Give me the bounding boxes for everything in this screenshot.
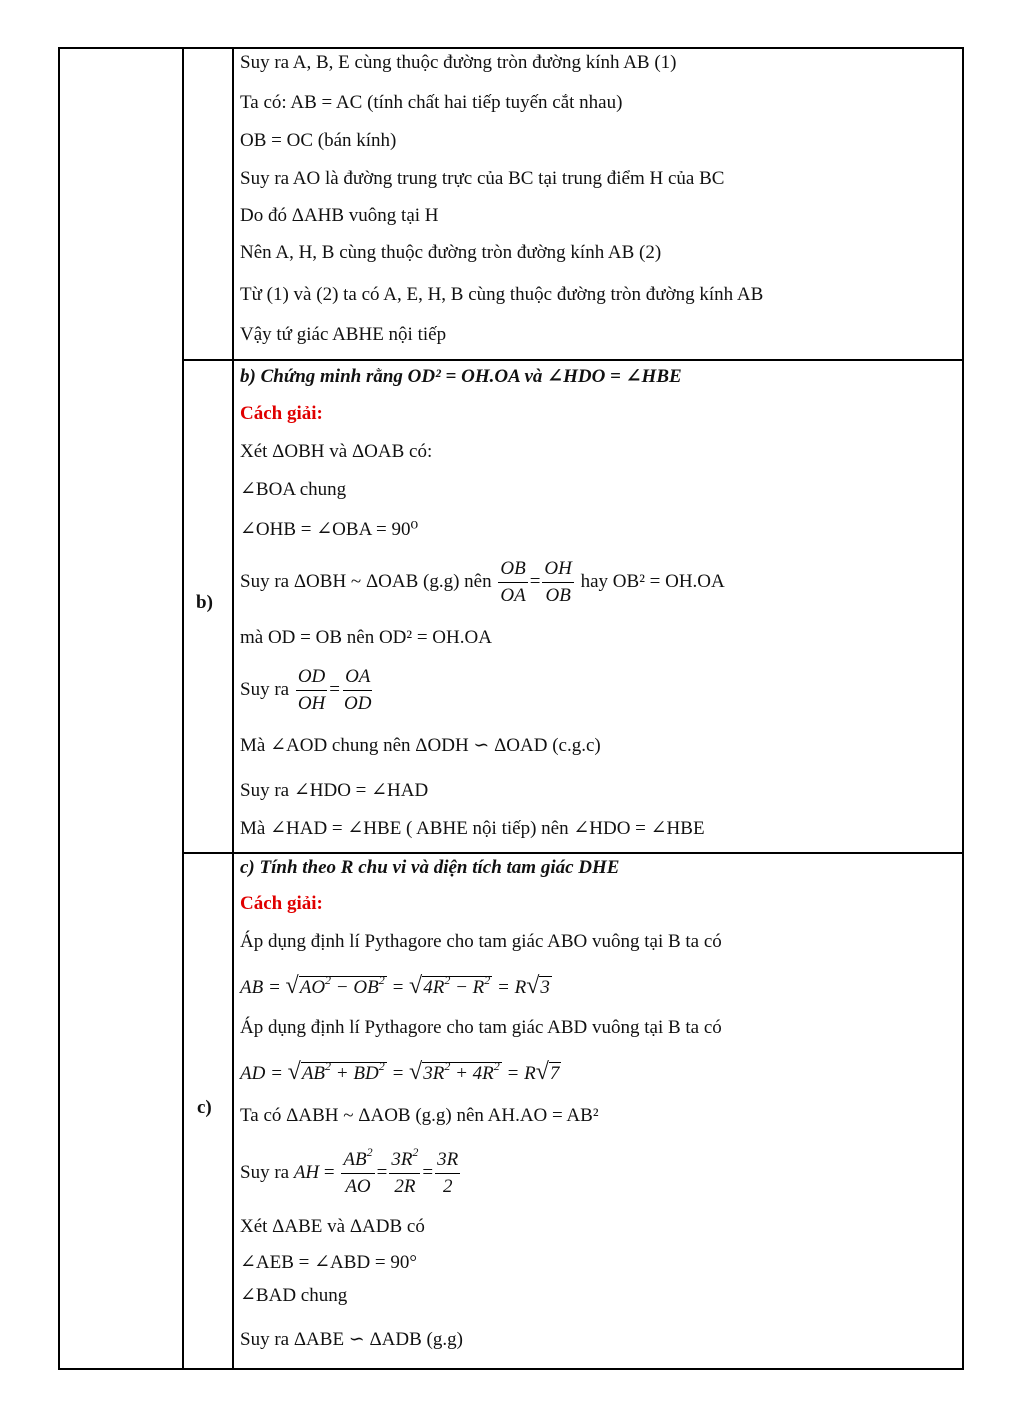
part-a-line-6: Nên A, H, B cùng thuộc đường tròn đường kính AB (2) [240, 242, 662, 263]
part-c-line-6-lead: Suy ra [240, 1161, 290, 1183]
fraction-ob-oa: $\frac{OB}{OA}$ [500, 558, 526, 606]
fraction-3r2-2r: $\frac{3R^2}{2R}$ [391, 1145, 419, 1197]
part-b-line-1: Xét ΔOBH và ΔOAB có: [240, 441, 433, 462]
fraction-oh-ob: $\frac{OH}{OB}$ [544, 558, 572, 606]
part-b-label: b) [196, 592, 213, 613]
part-b-line-6: Suy ra $\frac{OD}{OH}$ = $\frac{OA}{OD}$ [240, 664, 375, 717]
part-c-line-5: Ta có ΔABH ~ ΔAOB (g.g) nên AH.AO = AB² [240, 1105, 599, 1126]
part-c-heading: c) Tính theo R chu vi và diện tích tam giác DHE [240, 857, 620, 878]
part-a-line-7: Từ (1) và (2) ta có A, E, H, B cùng thuộc đường tròn đường kính AB [240, 284, 764, 305]
part-a-line-1: Suy ra A, B, E cùng thuộc đường tròn đường kính AB (1) [240, 52, 677, 73]
part-a-line-2: Ta có: AB = AC (tính chất hai tiếp tuyến cắt nhau) [240, 92, 623, 113]
part-b-line-4-lead: Suy ra ΔOBH ~ ΔOAB (g.g) nên [240, 570, 492, 592]
part-a-line-8: Vậy tứ giác ABHE nội tiếp [240, 324, 447, 345]
part-a-line-3: OB = OC (bán kính) [240, 130, 397, 151]
part-b-heading: b) Chứng minh rằng OD² = OH.OA và ∠HDO = ∠HBE [240, 366, 682, 387]
fraction-oa-od: $\frac{OA}{OD}$ [344, 666, 372, 714]
part-c-line-3: Áp dụng định lí Pythagore cho tam giác ABD vuông tại B ta có [240, 1017, 722, 1038]
part-c-line-1: Áp dụng định lí Pythagore cho tam giác ABO vuông tại B ta có [240, 931, 722, 952]
column-divider-2 [232, 49, 234, 1368]
part-b-line-7: Mà ∠AOD chung nên ΔODH ∽ ΔOAD (c.g.c) [240, 735, 601, 756]
part-c-line-8: ∠AEB = ∠ABD = 90° [240, 1252, 417, 1273]
part-b-line-6-lead: Suy ra [240, 678, 290, 700]
part-b-method-label: Cách giải: [240, 403, 323, 424]
part-c-method-label: Cách giải: [240, 893, 323, 914]
fraction-ab2-ao: $\frac{AB^2}{AO}$ [343, 1145, 373, 1197]
part-a-line-5: Do đó ΔAHB vuông tại H [240, 205, 439, 226]
part-c-line-7: Xét ΔABE và ΔADB có [240, 1216, 425, 1237]
part-b-line-4-tail: hay OB² = OH.OA [580, 570, 725, 592]
part-b-line-8: Suy ra ∠HDO = ∠HAD [240, 780, 429, 801]
part-b-line-2: ∠BOA chung [240, 479, 347, 500]
column-divider-1 [182, 49, 184, 1368]
part-b-line-5: mà OD = OB nên OD² = OH.OA [240, 627, 492, 648]
part-c-label: c) [197, 1097, 212, 1118]
fraction-3r-2: $\frac{3R}{2}$ [437, 1149, 459, 1197]
part-a-line-4: Suy ra AO là đường trung trực của BC tại trung điểm H của BC [240, 168, 725, 189]
part-c-formula-ab: AB = $√AO^2 - OB^2 = √4R^2 - R^2 = R√3$ [240, 973, 550, 999]
part-b-line-4: Suy ra ΔOBH ~ ΔOAB (g.g) nên $\frac{OB}{OA}$ = $\frac{OH}{OB}$ hay OB² = OH.OA [240, 556, 725, 609]
row-divider-a-b [182, 359, 962, 361]
part-c-formula-ad: AD = $√AB^2 + BD^2 = √3R^2 + 4R^2 = R√7$ [240, 1059, 560, 1085]
part-c-line-9: ∠BAD chung [240, 1285, 348, 1306]
part-c-line-6: Suy ra AH = $\frac{AB^2}{AO}$ = $\frac{3R^2}{2R}$ = $\frac{3R}{2}$ [240, 1147, 462, 1200]
part-c-line-10: Suy ra ΔABE ∽ ΔADB (g.g) [240, 1329, 463, 1350]
part-b-line-9: Mà ∠HAD = ∠HBE ( ABHE nội tiếp) nên ∠HDO = ∠HBE [240, 818, 705, 839]
part-b-line-3: ∠OHB = ∠OBA = 90⁰ [240, 519, 419, 540]
fraction-od-oh: $\frac{OD}{OH}$ [297, 666, 326, 714]
row-divider-b-c [182, 852, 962, 854]
